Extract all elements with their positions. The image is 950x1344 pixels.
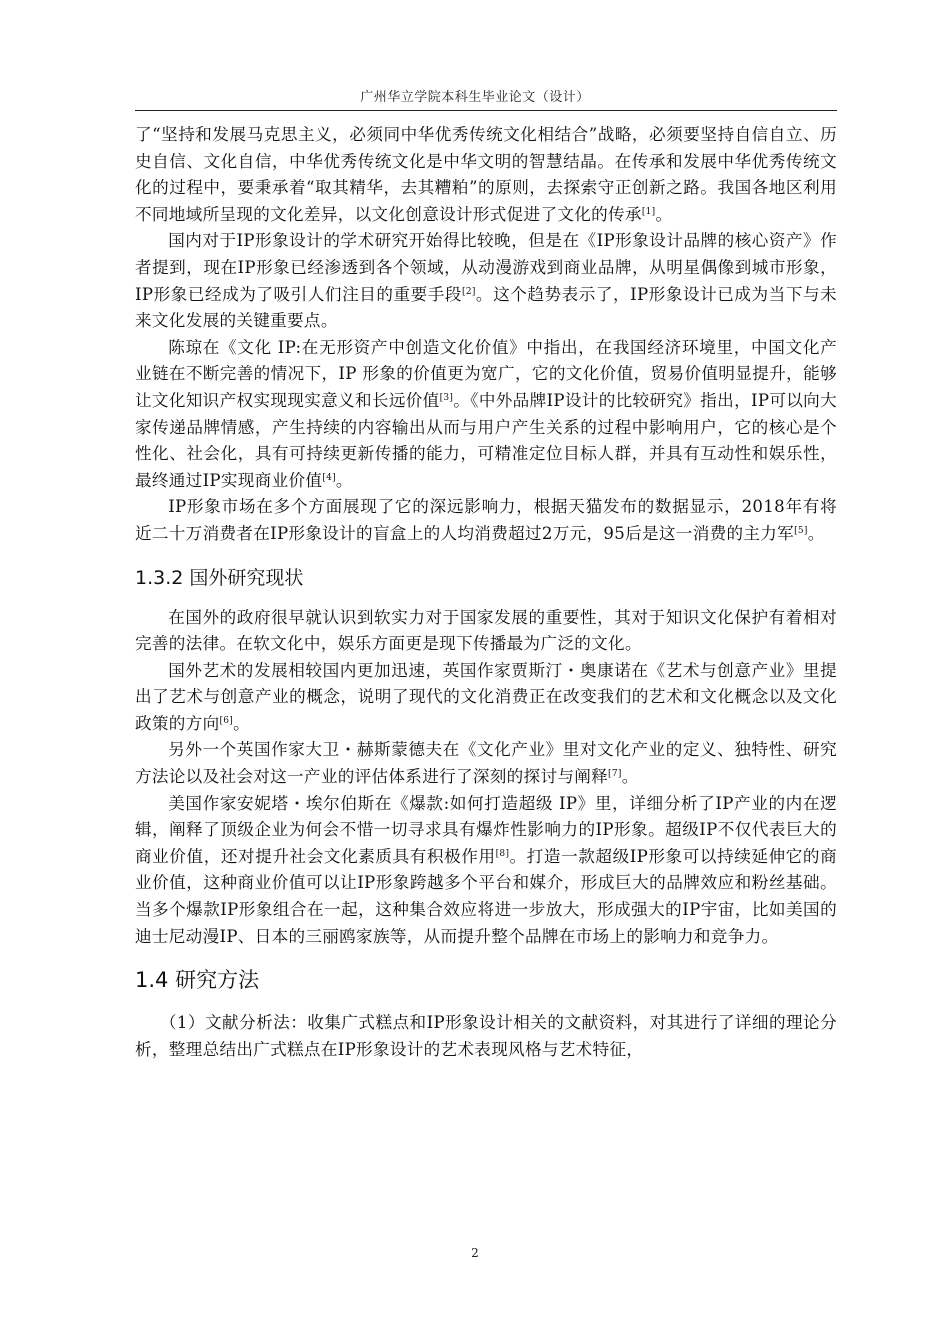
- citation[interactable]: [1]: [641, 206, 656, 217]
- citation[interactable]: [7]: [608, 769, 622, 780]
- citation[interactable]: [6]: [219, 715, 234, 726]
- section-heading-1-4: 1.4 研究方法: [135, 968, 260, 993]
- page-number: 2: [471, 1246, 479, 1260]
- paragraph: 国内对于IP形象设计的学术研究开始得比较晚，但是在《IP形象设计品牌的核心资产》作者提到，现在IP形象已经渗透到各个领域，从动漫游戏到商业品牌，从明星偶像到城市形象，IP形象已经成为了吸引人们注目的重要手段[2]。这个趋势表示了，IP形象设计已成为当下与未来文化发展的关键重要点。: [135, 231, 837, 331]
- citation[interactable]: [5]: [794, 525, 808, 536]
- citation[interactable]: [4]: [322, 472, 336, 483]
- header-rule: [135, 110, 837, 111]
- citation[interactable]: [3]: [439, 392, 454, 403]
- citation[interactable]: [8]: [495, 848, 510, 859]
- page-header: 广州华立学院本科生毕业论文（设计）: [360, 90, 590, 105]
- paragraph: 国外艺术的发展相较国内更加迅速，英国作家贾斯汀・奥康诺在《艺术与创意产业》里提出了艺术与创意产业的概念，说明了现代的文化消费正在改变我们的艺术和文化概念以及文化政策的方向[6]。: [135, 660, 837, 733]
- paragraph: 另外一个英国作家大卫・赫斯蒙德夫在《文化产业》里对文化产业的定义、独特性、研究方法论以及社会对这一产业的评估体系进行了深刻的探讨与阐释[7]。: [135, 740, 837, 787]
- paragraph: （1）文献分析法：收集广式糕点和IP形象设计相关的文献资料，对其进行了详细的理论分析，整理总结出广式糕点在IP形象设计的艺术表现风格与艺术特征，: [135, 1013, 837, 1059]
- paragraph: 陈琼在《文化 IP:在无形资产中创造文化价值》中指出，在我国经济环境里，中国文化产业链在不断完善的情况下，IP 形象的价值更为宽广，它的文化价值，贸易价值明显提升，能够让文化知识产权实现现实意义和长远价值[3]。《中外品牌IP设计的比较研究》指出，IP可以向大家传递品牌情感，产生持续的内容输出从而与用户产生关系的过程中影响用户，它的核心是个性化、社会化，具有可持续更新传播的能力，可精准定位目标人群，并具有互动性和娱乐性，最终通过IP实现商业价值[4]。: [135, 337, 837, 490]
- paragraph: 了“坚持和发展马克思主义，必须同中华优秀传统文化相结合”战略，必须要坚持自信自立、历史自信、文化自信，中华优秀传统文化是中华文明的智慧结晶。在传承和发展中华优秀传统文化的过程中，要秉承着“取其精华，去其糟粕”的原则，去探索守正创新之路。我国各地区利用不同地域所呈现的文化差异，以文化创意设计形式促进了文化的传承[1]。: [135, 125, 837, 224]
- section-heading-1-3-2: 1.3.2 国外研究现状: [135, 566, 304, 589]
- paragraph: 在国外的政府很早就认识到软实力对于国家发展的重要性，其对于知识文化保护有着相对完善的法律。在软文化中，娱乐方面更是现下传播最为广泛的文化。: [135, 607, 837, 654]
- paragraph: IP形象市场在多个方面展现了它的深远影响力，根据天猫发布的数据显示，2018年有将近二十万消费者在IP形象设计的盲盒上的人均消费超过2万元，95后是这一消费的主力军[5]。: [135, 497, 837, 543]
- page-body: [135, 122, 837, 1063]
- citation[interactable]: [2]: [462, 286, 476, 297]
- paragraph: 美国作家安妮塔・埃尔伯斯在《爆款:如何打造超级 IP》里，详细分析了IP产业的内在逻辑，阐释了顶级企业为何会不惜一切寻求具有爆炸性影响力的IP形象。超级IP不仅代表巨大的商业价值，还对提升社会文化素质具有积极作用[8]。打造一款超级IP形象可以持续延伸它的商业价值，这种商业价值可以让IP形象跨越多个平台和媒介，形成巨大的品牌效应和粉丝基础。当多个爆款IP形象组合在一起，这种集合效应将进一步放大，形成强大的IP宇宙，比如美国的迪士尼动漫IP、日本的三丽鸥家族等，从而提升整个品牌在市场上的影响力和竞争力。: [135, 793, 837, 946]
